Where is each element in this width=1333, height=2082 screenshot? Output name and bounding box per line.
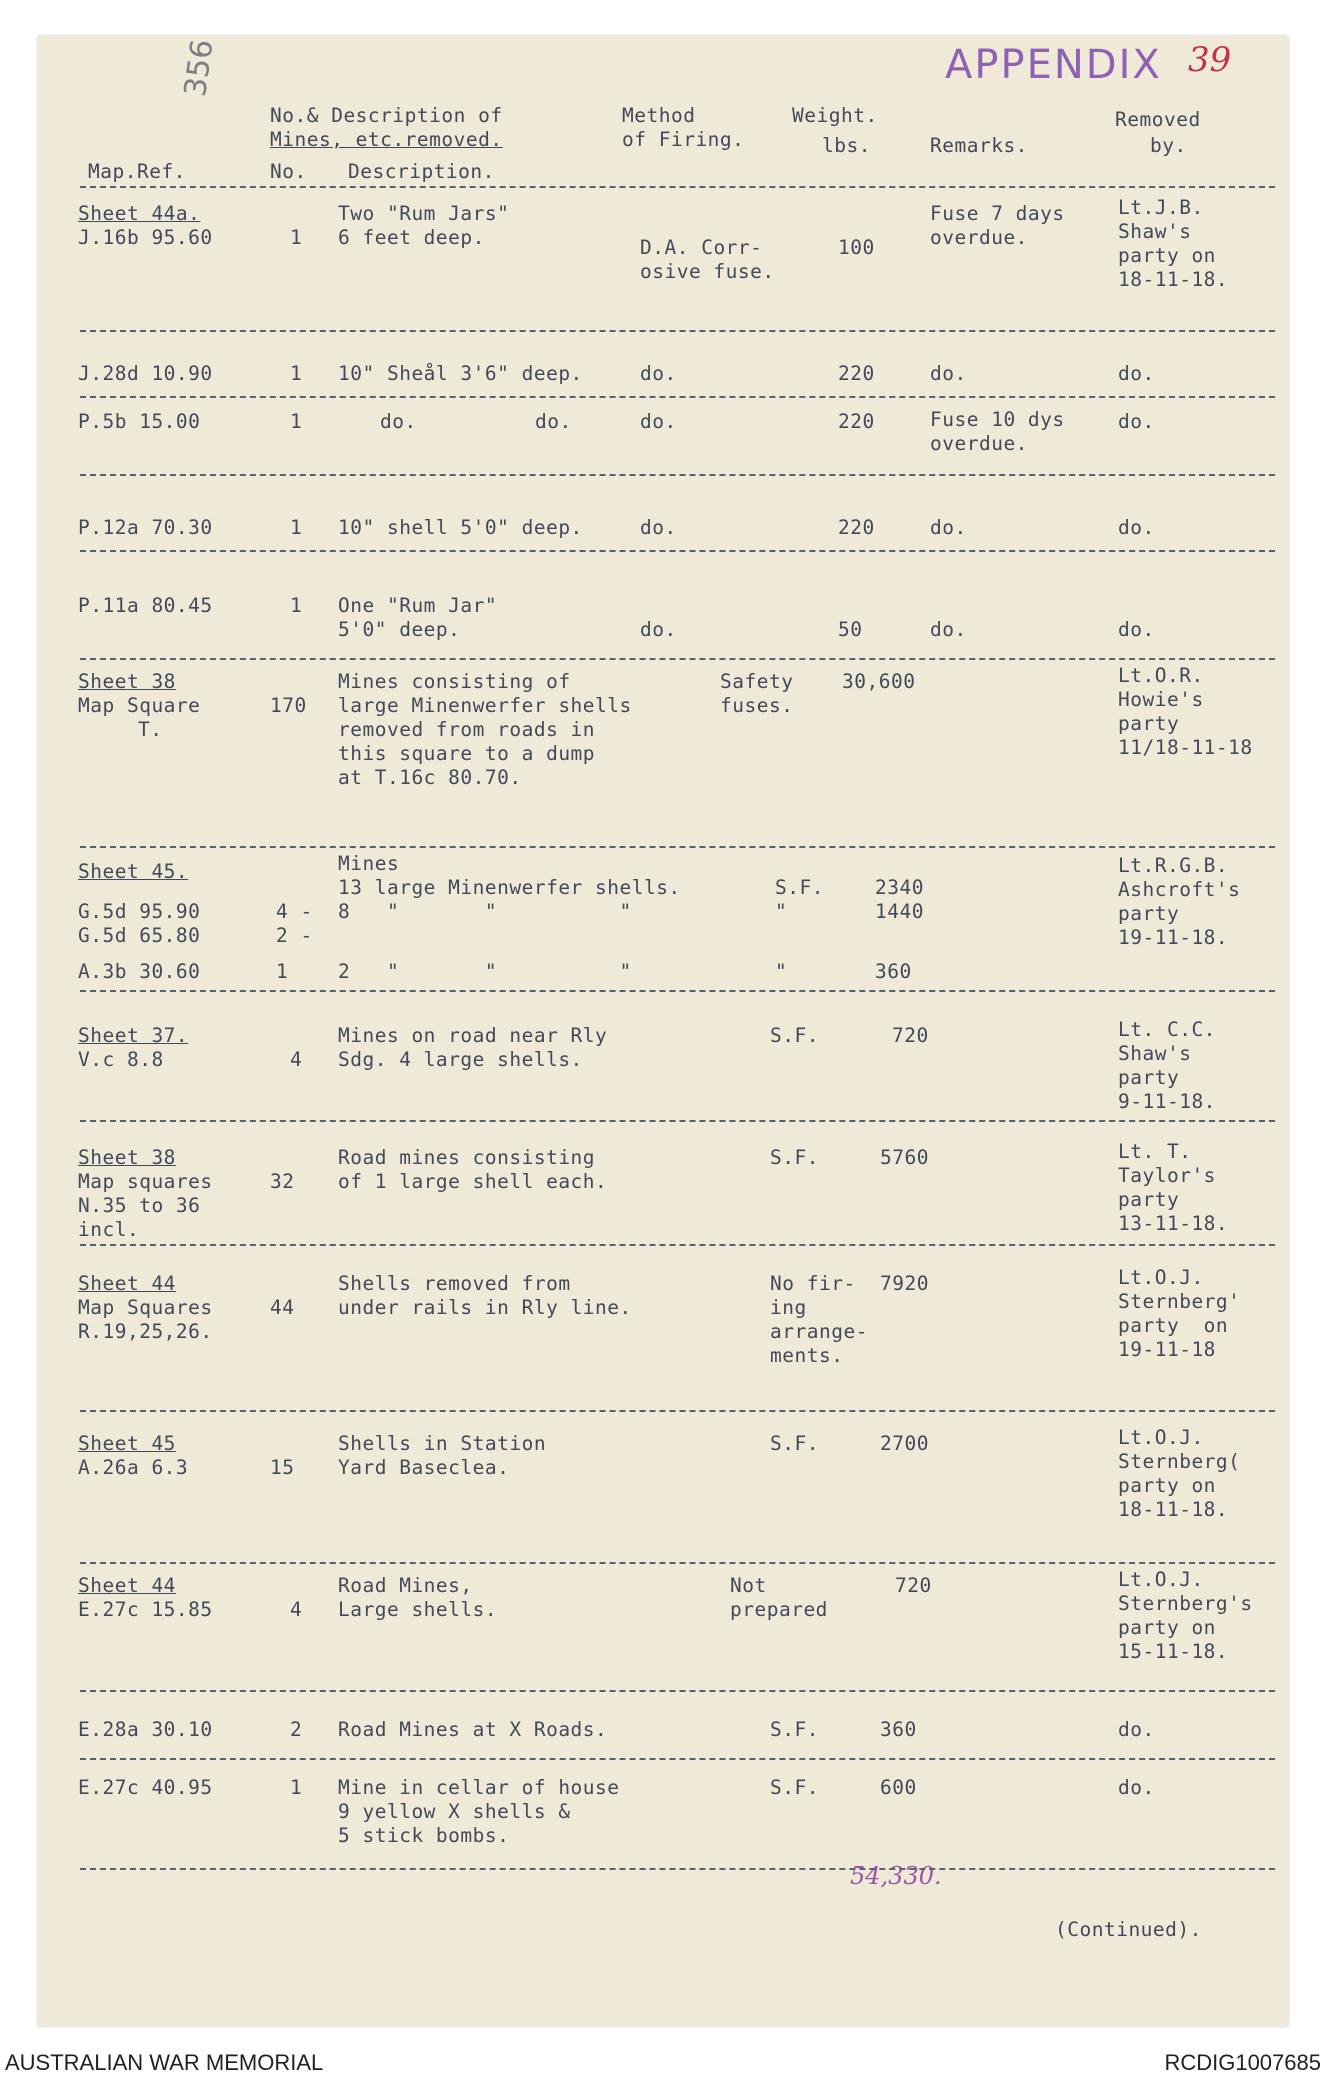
removed-by: Shaw's — [1118, 1042, 1192, 1065]
remarks: do. — [930, 362, 967, 385]
remarks: overdue. — [930, 432, 1028, 455]
removed-by: party — [1118, 712, 1180, 735]
item-count: 15 — [270, 1456, 295, 1479]
rule — [80, 658, 1275, 660]
header-map-ref: Map.Ref. — [88, 160, 186, 183]
firing-method: ments. — [770, 1344, 844, 1367]
header-weight-2: lbs. — [822, 134, 871, 157]
firing-method: S.F. — [770, 1718, 819, 1741]
map-ref: Map squares — [78, 1170, 213, 1193]
removed-by: Sternberg' — [1118, 1290, 1241, 1313]
removed-by: party — [1118, 902, 1180, 925]
map-ref: incl. — [78, 1218, 140, 1241]
map-ref: J.28d 10.90 — [78, 362, 213, 385]
map-ref: P.5b 15.00 — [78, 410, 201, 433]
item-count: 1 — [290, 1776, 303, 1799]
removed-by: party on — [1118, 1314, 1229, 1337]
item-description: 5'0" deep. — [338, 618, 461, 641]
item-description: large Minenwerfer shells — [338, 694, 632, 717]
weight-lbs: 2340 — [875, 876, 924, 899]
removed-by: Lt.O.R. — [1118, 664, 1204, 687]
rule — [80, 1868, 1275, 1870]
item-description: Two "Rum Jars" — [338, 202, 510, 225]
footer-credit: AUSTRALIAN WAR MEMORIAL — [5, 2050, 324, 2075]
document-page — [38, 36, 1288, 2026]
item-description: of 1 large shell each. — [338, 1170, 608, 1193]
item-count: 4 — [290, 1048, 303, 1071]
item-description: Mine in cellar of house — [338, 1776, 620, 1799]
header-removed-2: by. — [1150, 134, 1187, 157]
weight-lbs: 2700 — [880, 1432, 929, 1455]
header-no-desc-2: Mines, etc.removed. — [270, 128, 503, 151]
item-description: One "Rum Jar" — [338, 594, 498, 617]
item-description: 8 " " " — [338, 900, 632, 923]
header-removed-1: Removed — [1115, 108, 1201, 131]
map-ref: T. — [138, 718, 163, 741]
header-method-1: Method — [622, 104, 696, 127]
sheet-label: Sheet 44a. — [78, 202, 201, 225]
item-description: Mines on road near Rly — [338, 1024, 608, 1047]
firing-method: " — [775, 900, 788, 923]
firing-method: do. — [640, 362, 677, 385]
firing-method: D.A. Corr- — [640, 236, 763, 259]
removed-by: 18-11-18. — [1118, 1498, 1229, 1521]
item-description: 10" shell 5'0" deep. — [338, 516, 583, 539]
item-count: 44 — [270, 1296, 295, 1319]
weight-lbs: 30,600 — [842, 670, 916, 693]
removed-by: 11/18-11-18 — [1118, 736, 1253, 759]
rule — [80, 1120, 1275, 1122]
weight-lbs: 50 — [838, 618, 863, 641]
map-ref: A.26a 6.3 — [78, 1456, 189, 1479]
item-description: this square to a dump — [338, 742, 596, 765]
removed-by: do. — [1118, 1776, 1155, 1799]
weight-lbs: 1440 — [875, 900, 924, 923]
item-description: Road Mines at X Roads. — [338, 1718, 608, 1741]
rule — [80, 550, 1275, 552]
item-count: 1 — [290, 516, 303, 539]
sheet-label: Sheet 38 — [78, 670, 176, 693]
item-description: Road mines consisting — [338, 1146, 596, 1169]
removed-by: Shaw's — [1118, 220, 1192, 243]
sheet-label: Sheet 44 — [78, 1574, 176, 1597]
footer-id: RCDIG1007685 — [1164, 2050, 1321, 2075]
removed-by: 18-11-18. — [1118, 268, 1229, 291]
weight-lbs: 5760 — [880, 1146, 929, 1169]
weight-lbs: 720 — [892, 1024, 929, 1047]
removed-by: do. — [1118, 362, 1155, 385]
header-remarks: Remarks. — [930, 134, 1028, 157]
removed-by: Lt.R.G.B. — [1118, 854, 1229, 877]
removed-by: do. — [1118, 516, 1155, 539]
item-count: 1 — [290, 226, 303, 249]
item-description: 2 " " " — [338, 960, 632, 983]
item-description: 5 stick bombs. — [338, 1824, 510, 1847]
folio-number: 356 — [178, 37, 221, 99]
removed-by: do. — [1118, 618, 1155, 641]
grand-total: 54,330. — [850, 1862, 942, 1890]
rule — [80, 1562, 1275, 1564]
header-no: No. — [270, 160, 307, 183]
remarks: Fuse 7 days — [930, 202, 1065, 225]
removed-by: do. — [1118, 1718, 1155, 1741]
item-count: 170 — [270, 694, 307, 717]
weight-lbs: 220 — [838, 362, 875, 385]
removed-by: 19-11-18 — [1118, 1338, 1216, 1361]
firing-method: arrange- — [770, 1320, 868, 1343]
map-ref: P.12a 70.30 — [78, 516, 213, 539]
item-description: 9 yellow X shells & — [338, 1800, 571, 1823]
item-count: 4 — [290, 1598, 303, 1621]
rule — [80, 1758, 1275, 1760]
firing-method: " — [775, 960, 788, 983]
sheet-label: Sheet 44 — [78, 1272, 176, 1295]
map-ref: N.35 to 36 — [78, 1194, 201, 1217]
firing-method: do. — [640, 516, 677, 539]
weight-lbs: 720 — [895, 1574, 932, 1597]
map-ref: Map Square — [78, 694, 201, 717]
firing-method: No fir- — [770, 1272, 856, 1295]
removed-by: Taylor's — [1118, 1164, 1216, 1187]
firing-method: S.F. — [770, 1776, 819, 1799]
item-description: Sdg. 4 large shells. — [338, 1048, 583, 1071]
map-ref: G.5d 65.80 — [78, 924, 201, 947]
item-count: 1 — [290, 410, 303, 433]
map-ref: Map Squares — [78, 1296, 213, 1319]
removed-by: Lt.J.B. — [1118, 196, 1204, 219]
item-description: Shells removed from — [338, 1272, 571, 1295]
removed-by: Lt. C.C. — [1118, 1018, 1216, 1041]
rule — [80, 1244, 1275, 1246]
removed-by: Ashcroft's — [1118, 878, 1241, 901]
rule — [80, 474, 1275, 476]
weight-lbs: 100 — [838, 236, 875, 259]
weight-lbs: 360 — [875, 960, 912, 983]
removed-by: Lt.O.J. — [1118, 1426, 1204, 1449]
rule — [80, 990, 1275, 992]
map-ref: G.5d 95.90 — [78, 900, 201, 923]
item-description: at T.16c 80.70. — [338, 766, 522, 789]
item-count: 2 — [290, 1718, 303, 1741]
rule — [80, 1410, 1275, 1412]
weight-lbs: 600 — [880, 1776, 917, 1799]
removed-by: Sternberg's — [1118, 1592, 1253, 1615]
removed-by: do. — [1118, 410, 1155, 433]
header-no-desc-1: No.& Description of — [270, 104, 503, 127]
item-description: do. — [535, 410, 572, 433]
map-ref: E.28a 30.10 — [78, 1718, 213, 1741]
firing-method: fuses. — [720, 694, 794, 717]
sheet-label: Sheet 38 — [78, 1146, 176, 1169]
firing-method: Not — [730, 1574, 767, 1597]
item-count: 2 - — [276, 924, 313, 947]
item-count: 4 - — [276, 900, 313, 923]
item-count: 1 — [290, 594, 303, 617]
rule — [80, 396, 1275, 398]
removed-by: 13-11-18. — [1118, 1212, 1229, 1235]
sheet-label: Sheet 45 — [78, 1432, 176, 1455]
weight-lbs: 220 — [838, 410, 875, 433]
removed-by: Lt.O.J. — [1118, 1568, 1204, 1591]
weight-lbs: 220 — [838, 516, 875, 539]
item-count: 1 — [290, 362, 303, 385]
firing-method: S.F. — [770, 1432, 819, 1455]
header-description: Description. — [348, 160, 495, 183]
removed-by: party on — [1118, 1474, 1216, 1497]
firing-method: do. — [640, 618, 677, 641]
rule — [80, 330, 1275, 332]
removed-by: 19-11-18. — [1118, 926, 1229, 949]
map-ref: J.16b 95.60 — [78, 226, 213, 249]
removed-by: party on — [1118, 1616, 1216, 1639]
map-ref: A.3b 30.60 — [78, 960, 201, 983]
item-count: 1 — [276, 960, 289, 983]
item-description: Large shells. — [338, 1598, 498, 1621]
sheet-label: Sheet 37. — [78, 1024, 189, 1047]
item-description: Yard Baseclea. — [338, 1456, 510, 1479]
map-ref: R.19,25,26. — [78, 1320, 213, 1343]
header-weight-1: Weight. — [792, 104, 878, 127]
item-count: 32 — [270, 1170, 295, 1193]
rule — [80, 186, 1275, 188]
remarks: do. — [930, 516, 967, 539]
remarks: Fuse 10 dys — [930, 408, 1065, 431]
firing-method: prepared — [730, 1598, 828, 1621]
sheet-label: Sheet 45. — [78, 860, 189, 883]
removed-by: Lt. T. — [1118, 1140, 1192, 1163]
appendix-number: 39 — [1188, 40, 1232, 80]
weight-lbs: 7920 — [880, 1272, 929, 1295]
remarks: overdue. — [930, 226, 1028, 249]
item-description: Shells in Station — [338, 1432, 547, 1455]
item-description: removed from roads in — [338, 718, 596, 741]
map-ref: E.27c 15.85 — [78, 1598, 213, 1621]
removed-by: Howie's — [1118, 688, 1204, 711]
continued-note: (Continued). — [1055, 1918, 1202, 1941]
map-ref: P.11a 80.45 — [78, 594, 213, 617]
rule — [80, 846, 1275, 848]
removed-by: Lt.O.J. — [1118, 1266, 1204, 1289]
header-method-2: of Firing. — [622, 128, 745, 151]
removed-by: 9-11-18. — [1118, 1090, 1216, 1113]
item-description: Mines consisting of — [338, 670, 571, 693]
rule — [80, 1690, 1275, 1692]
item-description: 13 large Minenwerfer shells. — [338, 876, 681, 899]
firing-method: ing — [770, 1296, 807, 1319]
map-ref: E.27c 40.95 — [78, 1776, 213, 1799]
removed-by: 15-11-18. — [1118, 1640, 1229, 1663]
firing-method: osive fuse. — [640, 260, 775, 283]
firing-method: Safety — [720, 670, 794, 693]
firing-method: do. — [640, 410, 677, 433]
firing-method: S.F. — [770, 1024, 819, 1047]
item-description: 6 feet deep. — [338, 226, 485, 249]
firing-method: S.F. — [770, 1146, 819, 1169]
firing-method: S.F. — [775, 876, 824, 899]
item-description: do. — [380, 410, 417, 433]
appendix-stamp: APPENDIX — [945, 42, 1162, 88]
item-description: under rails in Rly line. — [338, 1296, 632, 1319]
remarks: do. — [930, 618, 967, 641]
item-description: Road Mines, — [338, 1574, 473, 1597]
mines-label: Mines — [338, 852, 400, 875]
item-description: 10" Sheål 3'6" deep. — [338, 362, 583, 385]
removed-by: party — [1118, 1066, 1180, 1089]
removed-by: Sternberg( — [1118, 1450, 1241, 1473]
map-ref: V.c 8.8 — [78, 1048, 164, 1071]
removed-by: party — [1118, 1188, 1180, 1211]
removed-by: party on — [1118, 244, 1216, 267]
weight-lbs: 360 — [880, 1718, 917, 1741]
